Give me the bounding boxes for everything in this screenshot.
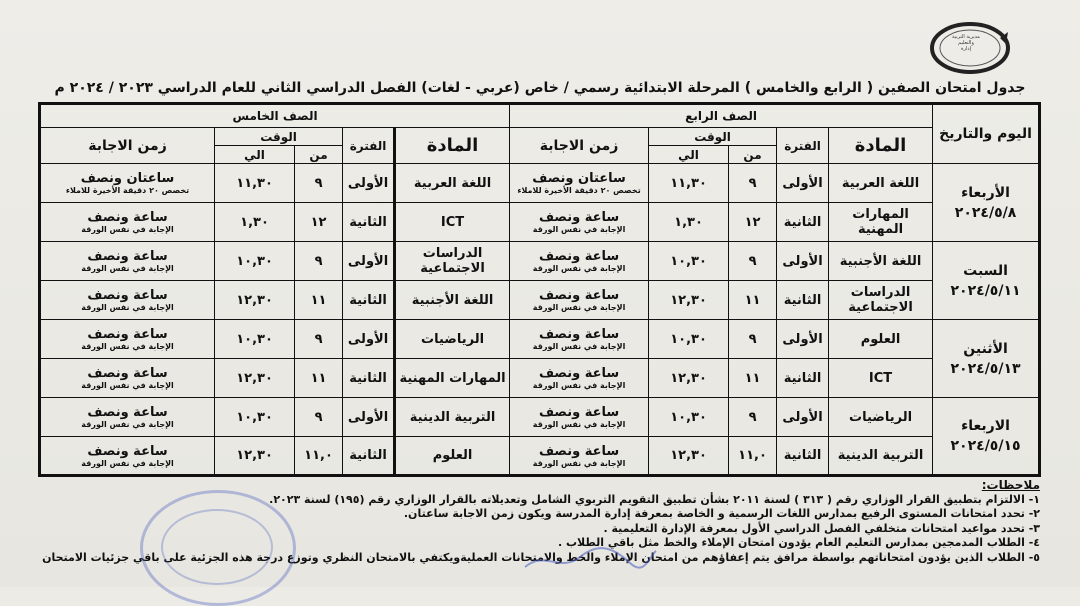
duration-note: الإجابة في نفس الورقة bbox=[532, 458, 626, 468]
subject-cell: العلوم bbox=[395, 437, 510, 476]
time-header: الوقت bbox=[215, 128, 343, 146]
duration-text: ساعتان ونصف bbox=[80, 171, 175, 186]
signature-icon bbox=[520, 545, 660, 575]
duration-cell bbox=[510, 242, 649, 281]
duration-note: الإجابة في نفس الورقة bbox=[81, 381, 174, 390]
note-item: ٥- الطلاب الذين يؤدون امتحاناتهم بواسطة مرافق يتم إعفاؤهم من امتحان الإملاء والخط والامتحانات العمليةويكتفي بالامتحان النظري وتوزع درجة هذه الجزئية على باقي جزئيات الامتحان bbox=[42, 550, 1040, 564]
time-to-cell: ١٢,٣٠ bbox=[215, 359, 295, 398]
time-from-cell: ١١ bbox=[729, 359, 777, 398]
logo-line: إدارة bbox=[960, 46, 972, 52]
duration-cell bbox=[40, 281, 215, 320]
subject-cell: الدراسات الاجتماعية bbox=[829, 281, 933, 320]
table-row bbox=[40, 203, 1040, 242]
grade4-header: الصف الرابع bbox=[510, 104, 933, 128]
duration-note: تخصص ٢٠ دقيقة الأخيرة للاملاء bbox=[65, 186, 190, 195]
logo-line: والتعليم bbox=[958, 40, 974, 46]
time-from-cell: ٩ bbox=[729, 398, 777, 437]
exam-date: ٢٠٢٤/٥/١٥ bbox=[950, 438, 1021, 454]
from-header: من bbox=[729, 146, 777, 164]
time-to-cell: ١٢,٣٠ bbox=[215, 437, 295, 476]
duration-note: الإجابة في نفس الورقة bbox=[81, 342, 174, 351]
period-cell: الأولى bbox=[343, 242, 395, 281]
time-from-cell: ٩ bbox=[729, 242, 777, 281]
duration-cell bbox=[510, 203, 649, 242]
time-from-cell: ٩ bbox=[295, 164, 343, 203]
duration-cell bbox=[40, 203, 215, 242]
period-cell: الثانية bbox=[777, 359, 829, 398]
duration-cell bbox=[510, 164, 649, 203]
logo-line: مديرية التربية bbox=[952, 34, 980, 40]
subject-cell: ICT bbox=[829, 359, 933, 398]
time-header: الوقت bbox=[649, 128, 777, 146]
time-from-cell: ٩ bbox=[729, 320, 777, 359]
time-from-cell: ١١,٠ bbox=[729, 437, 777, 476]
time-to-cell: ١١,٣٠ bbox=[649, 164, 729, 203]
period-cell: الثانية bbox=[343, 203, 395, 242]
table-row bbox=[40, 398, 1040, 437]
duration-text: ساعة ونصف bbox=[538, 443, 620, 459]
duration-text: ساعة ونصف bbox=[538, 366, 620, 381]
subject-cell: اللغة العربية bbox=[395, 164, 510, 203]
period-cell: الثانية bbox=[343, 359, 395, 398]
period-cell: الأولى bbox=[343, 164, 395, 203]
duration-cell bbox=[510, 281, 649, 320]
duration-text: ساعة ونصف bbox=[538, 405, 620, 420]
exam-schedule-table bbox=[38, 102, 1041, 477]
official-stamp-icon bbox=[140, 490, 296, 606]
ministry-logo-icon bbox=[930, 20, 1010, 76]
day-name: الاربعاء bbox=[961, 418, 1010, 434]
time-from-cell: ١١ bbox=[295, 359, 343, 398]
time-to-cell: ١٢,٣٠ bbox=[215, 281, 295, 320]
time-to-cell: ١١,٣٠ bbox=[215, 164, 295, 203]
duration-note: الإجابة في نفس الورقة bbox=[81, 303, 174, 312]
time-to-cell: ١٠,٣٠ bbox=[649, 320, 729, 359]
note-item: ٢- تحدد امتحانات المستوى الرفيع بمدارس اللغات الرسمية و الخاصة بمعرفة إدارة المدرسة ويكون زمن الاجابة ساعتان. bbox=[403, 507, 1040, 520]
day-name: الأثنين bbox=[963, 340, 1008, 357]
day-date-cell bbox=[933, 242, 1040, 320]
subject-cell: اللغة الأجنبية bbox=[829, 242, 933, 281]
table-row bbox=[40, 281, 1040, 320]
time-to-cell: ١٠,٣٠ bbox=[649, 398, 729, 437]
duration-note: الإجابة في نفس الورقة bbox=[532, 342, 626, 351]
period-header: الفترة bbox=[343, 128, 395, 164]
subject-cell: العلوم bbox=[829, 320, 933, 359]
duration-cell bbox=[40, 359, 215, 398]
duration-cell bbox=[510, 437, 649, 476]
duration-note: الإجابة في نفس الورقة bbox=[532, 303, 626, 312]
duration-cell bbox=[510, 398, 649, 437]
to-header: الي bbox=[215, 146, 295, 164]
time-to-cell: ١٠,٣٠ bbox=[649, 242, 729, 281]
note-item: ٣- تحدد مواعيد امتحانات متخلفي الفصل الدراسي الأول بمعرفة الإدارة التعليمية . bbox=[603, 521, 1040, 535]
duration-cell bbox=[40, 242, 215, 281]
subject-cell: التربية الدينية bbox=[395, 398, 510, 437]
time-to-cell: ١٢,٣٠ bbox=[649, 437, 729, 476]
duration-text: ساعة ونصف bbox=[87, 443, 168, 459]
time-from-cell: ١١ bbox=[729, 281, 777, 320]
duration-note: الإجابة في نفس الورقة bbox=[532, 264, 626, 273]
duration-cell bbox=[40, 398, 215, 437]
day-name: السبت bbox=[963, 262, 1008, 279]
page-title: جدول امتحان الصفين ( الرابع والخامس ) المرحلة الابتدائية رسمي / خاص (عربي - لغات) الفصل الدراسي الثاني للعام الدراسي ٢٠٢٣ / ٢٠٢٤ م bbox=[54, 80, 1026, 96]
time-from-cell: ٩ bbox=[295, 398, 343, 437]
to-header: الي bbox=[649, 146, 729, 164]
time-from-cell: ١٢ bbox=[295, 203, 343, 242]
day-name: الأربعاء bbox=[961, 184, 1010, 201]
duration-text: ساعة ونصف bbox=[538, 288, 620, 303]
period-cell: الأولى bbox=[777, 242, 829, 281]
duration-cell bbox=[40, 320, 215, 359]
time-from-cell: ٩ bbox=[729, 164, 777, 203]
duration-cell bbox=[40, 164, 215, 203]
time-to-cell: ١,٣٠ bbox=[215, 203, 295, 242]
time-to-cell: ١٠,٣٠ bbox=[215, 242, 295, 281]
notes-title: ملاحظات: bbox=[981, 478, 1040, 492]
subject-cell: المهارات المهنية bbox=[829, 203, 933, 242]
duration-cell bbox=[510, 320, 649, 359]
period-header: الفترة bbox=[777, 128, 829, 164]
duration-text: ساعة ونصف bbox=[87, 288, 168, 303]
duration-note: الإجابة في نفس الورقة bbox=[532, 381, 626, 390]
subject-header: المادة bbox=[829, 128, 933, 164]
table-row bbox=[40, 242, 1040, 281]
duration-note: الإجابة في نفس الورقة bbox=[81, 420, 174, 429]
duration-note: الإجابة في نفس الورقة bbox=[532, 225, 626, 234]
subject-cell: اللغة العربية bbox=[829, 164, 933, 203]
duration-text: ساعة ونصف bbox=[87, 327, 168, 342]
duration-note: تخصص ٢٠ دقيقة الأخيرة للاملاء bbox=[517, 186, 641, 195]
duration-text: ساعة ونصف bbox=[87, 366, 168, 381]
duration-text: ساعتان ونصف bbox=[532, 171, 626, 186]
period-cell: الثانية bbox=[777, 281, 829, 320]
day-date-header: اليوم والتاريخ bbox=[933, 104, 1040, 164]
period-cell: الثانية bbox=[777, 203, 829, 242]
duration-text: ساعة ونصف bbox=[87, 249, 168, 264]
period-cell: الأولى bbox=[343, 320, 395, 359]
time-from-cell: ٩ bbox=[295, 242, 343, 281]
subject-cell: المهارات المهنية bbox=[395, 359, 510, 398]
time-to-cell: ١٢,٣٠ bbox=[649, 281, 729, 320]
duration-text: ساعة ونصف bbox=[538, 249, 620, 264]
time-to-cell: ١٠,٣٠ bbox=[215, 398, 295, 437]
subject-cell: الرياضيات bbox=[829, 398, 933, 437]
duration-text: ساعة ونصف bbox=[87, 405, 168, 420]
duration-header: زمن الاجابة bbox=[40, 128, 215, 164]
period-cell: الثانية bbox=[343, 437, 395, 476]
duration-text: ساعة ونصف bbox=[538, 327, 620, 342]
exam-date: ٢٠٢٤/٥/١١ bbox=[950, 282, 1021, 299]
duration-cell bbox=[40, 437, 215, 476]
duration-note: الإجابة في نفس الورقة bbox=[81, 458, 174, 468]
from-header: من bbox=[295, 146, 343, 164]
exam-date: ٢٠٢٤/٥/٨ bbox=[954, 204, 1017, 221]
time-from-cell: ١١,٠ bbox=[295, 437, 343, 476]
table-row bbox=[40, 359, 1040, 398]
time-to-cell: ١٢,٣٠ bbox=[649, 359, 729, 398]
period-cell: الأولى bbox=[777, 164, 829, 203]
time-to-cell: ١,٣٠ bbox=[649, 203, 729, 242]
subject-header: المادة bbox=[395, 128, 510, 164]
day-date-cell bbox=[933, 398, 1040, 476]
period-cell: الثانية bbox=[777, 437, 829, 476]
time-from-cell: ٩ bbox=[295, 320, 343, 359]
subject-cell: التربية الدينية bbox=[829, 437, 933, 476]
day-date-cell bbox=[933, 164, 1040, 242]
subject-cell: ICT bbox=[395, 203, 510, 242]
table-row bbox=[40, 164, 1040, 203]
note-item: ٤- الطلاب المدمجين بمدارس التعليم العام يؤدون امتحان الإملاء والخط مثل باقي الطلاب . bbox=[557, 536, 1040, 549]
exam-date: ٢٠٢٤/٥/١٣ bbox=[950, 360, 1021, 377]
duration-header: زمن الاجابة bbox=[510, 128, 649, 164]
table-row bbox=[40, 320, 1040, 359]
time-to-cell: ١٠,٣٠ bbox=[215, 320, 295, 359]
time-from-cell: ١١ bbox=[295, 281, 343, 320]
day-date-cell bbox=[933, 320, 1040, 398]
time-from-cell: ١٢ bbox=[729, 203, 777, 242]
note-item: ١- الالتزام بتطبيق القرار الوزاري رقم ( ٣١٣ ) لسنة ٢٠١١ بشأن تطبيق التقويم التربوي الشامل وتعديلاته بالقرار الوزاري رقم (١٩٥) لسنة ٢٠٢٣. bbox=[269, 492, 1040, 506]
period-cell: الأولى bbox=[343, 398, 395, 437]
period-cell: الأولى bbox=[777, 398, 829, 437]
table-row bbox=[40, 437, 1040, 476]
duration-text: ساعة ونصف bbox=[87, 210, 168, 225]
duration-note: الإجابة في نفس الورقة bbox=[532, 420, 626, 429]
subject-cell: الرياضيات bbox=[395, 320, 510, 359]
duration-text: ساعة ونصف bbox=[538, 210, 620, 225]
subject-cell: الدراسات الاجتماعية bbox=[395, 242, 510, 281]
duration-note: الإجابة في نفس الورقة bbox=[81, 264, 174, 273]
duration-cell bbox=[510, 359, 649, 398]
duration-note: الإجابة في نفس الورقة bbox=[81, 225, 174, 234]
period-cell: الثانية bbox=[343, 281, 395, 320]
period-cell: الأولى bbox=[777, 320, 829, 359]
subject-cell: اللغة الأجنبية bbox=[395, 281, 510, 320]
grade5-header: الصف الخامس bbox=[40, 104, 510, 128]
